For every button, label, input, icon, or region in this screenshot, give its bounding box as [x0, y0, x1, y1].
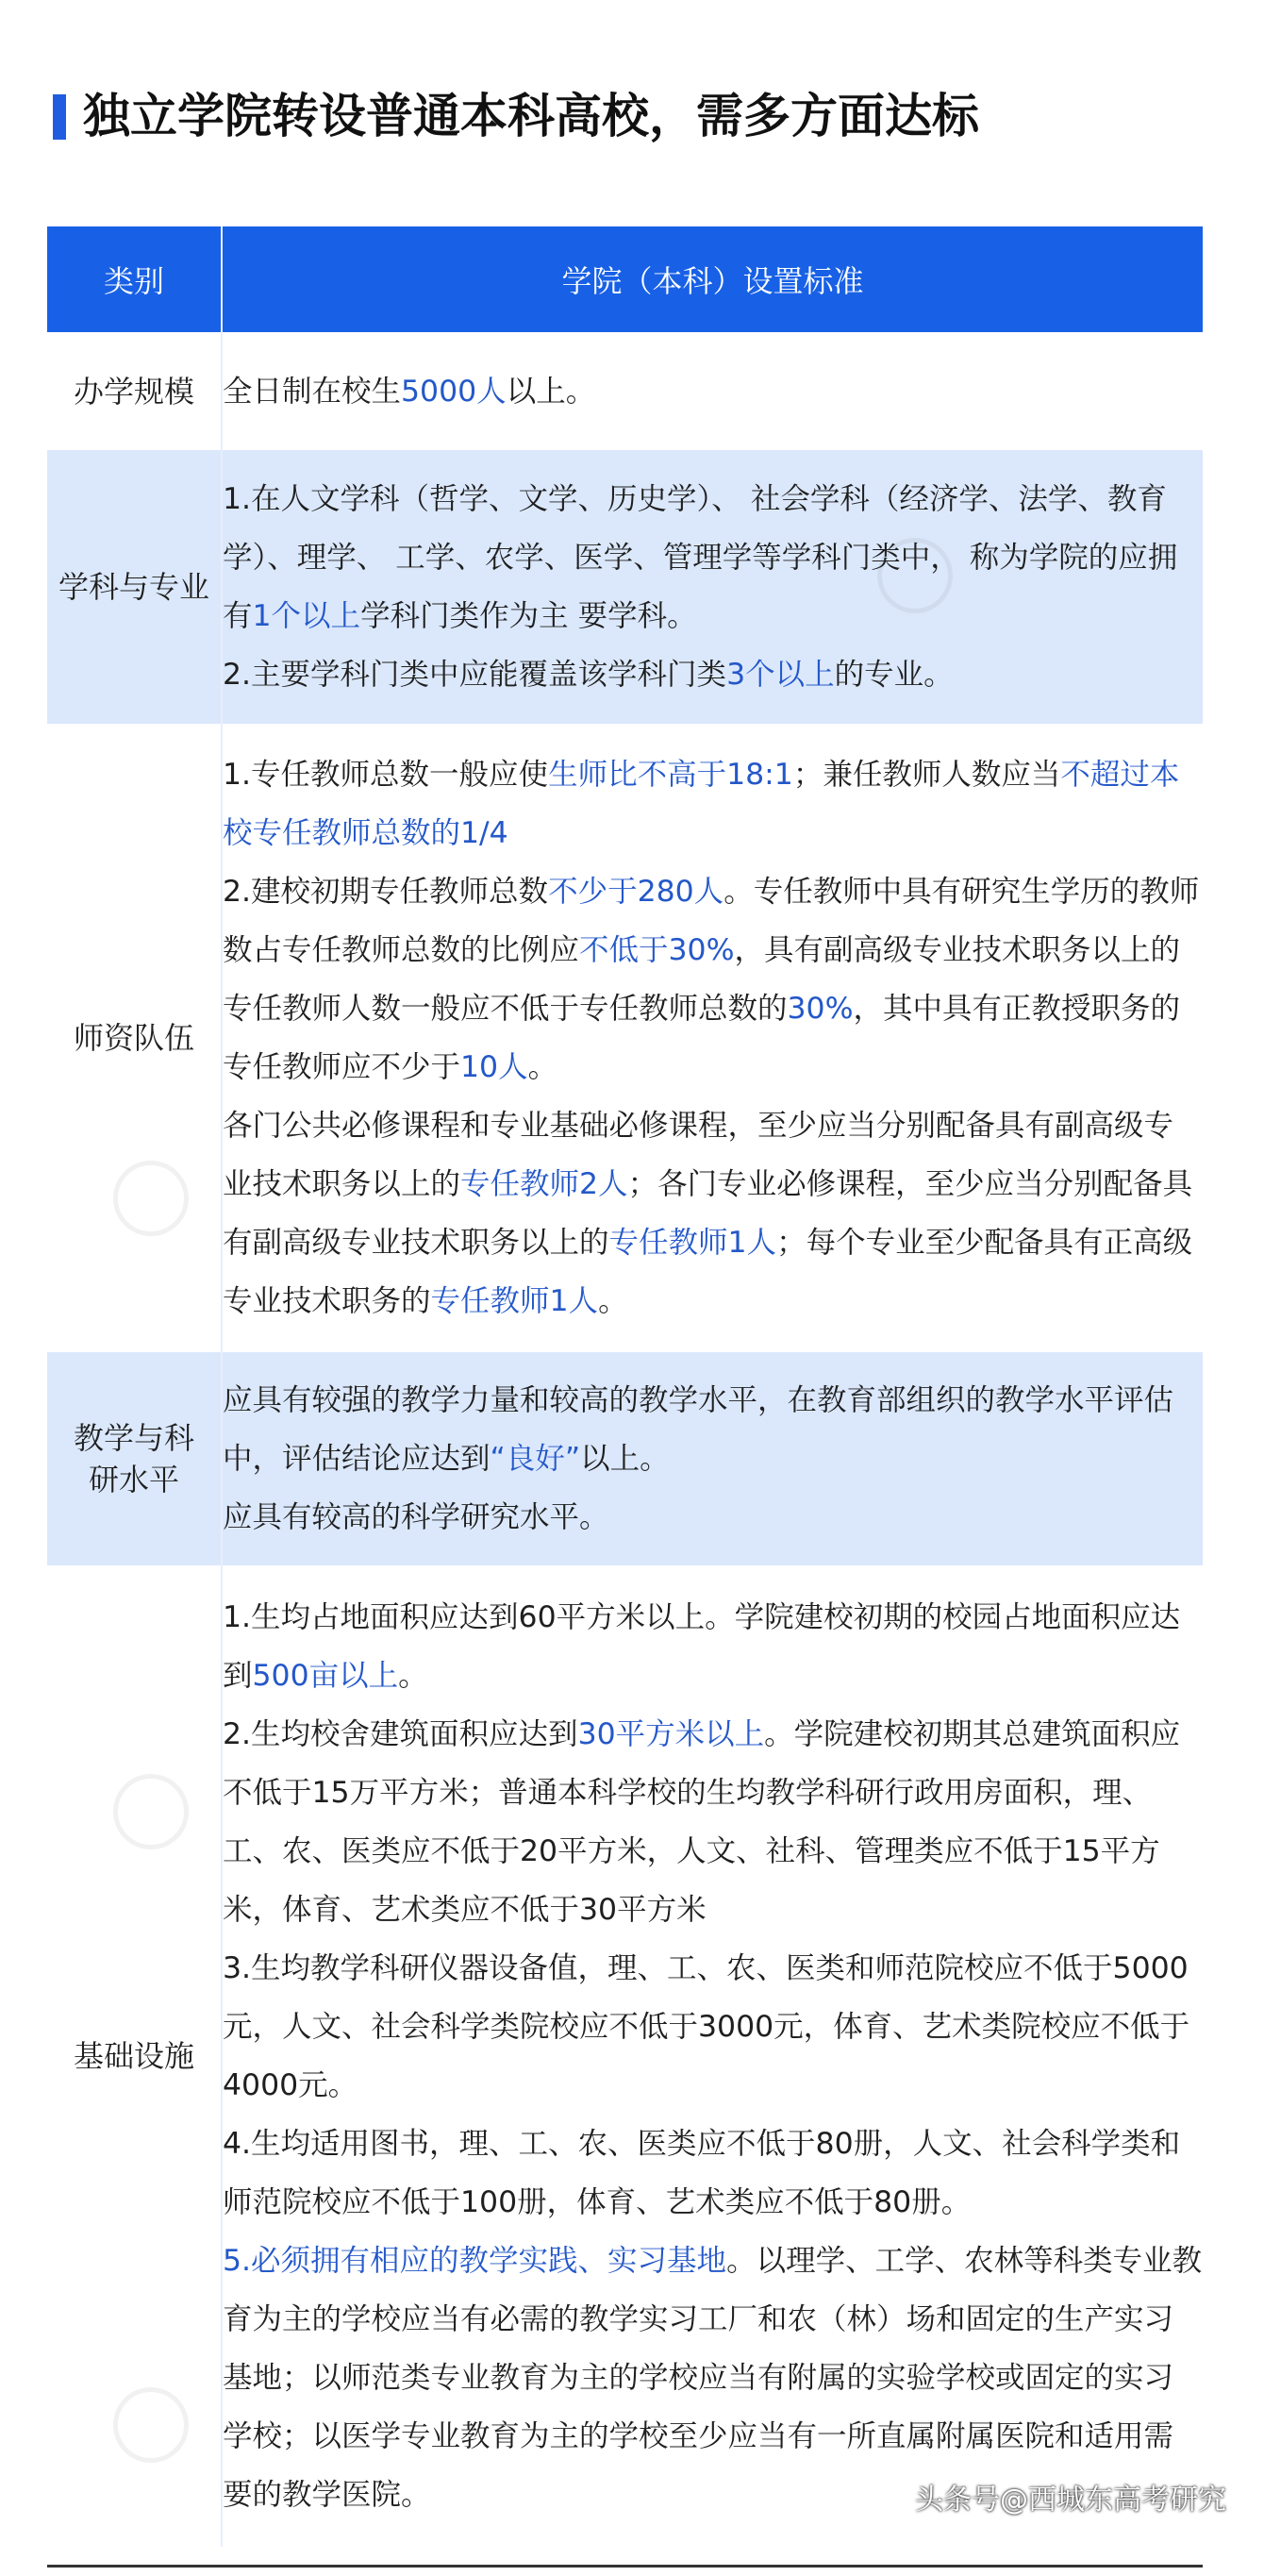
highlight-text: 5000人 — [401, 374, 507, 409]
standard-text: 3.生均教学科研仪器设备值，理、工、农、医类和师范院校应不低于5000元，人文、社会科学类院校应不低于3000元，体育、艺术类院校应不低于4000元。 — [223, 1951, 1190, 2102]
standard-text: 。 — [398, 1659, 428, 1693]
standard-text: ；兼任教师人数应当 — [792, 758, 1061, 792]
row-content — [222, 332, 1203, 450]
standard-paragraph — [223, 862, 1203, 1096]
row-category: 教学与科研水平 — [47, 1352, 222, 1565]
standard-paragraph — [223, 1096, 1203, 1330]
highlight-text: 生师比不高于18:1 — [548, 758, 793, 792]
highlight-text: 30% — [787, 992, 854, 1026]
table-row — [47, 1565, 1203, 2547]
highlight-text: “良好” — [490, 1442, 581, 1476]
standard-text: 以上。 — [506, 374, 596, 409]
watermark-logo-icon — [113, 2387, 189, 2463]
standard-text: 的专业。 — [834, 658, 954, 692]
standard-text: 1.生均占地面积应达到60平方米以上。学院建校初期的校园占地面积应达到 — [223, 1600, 1181, 1693]
standard-paragraph — [223, 1939, 1203, 2115]
highlight-text: 1个以上 — [252, 599, 361, 633]
standard-text: 。专任教师中具有研究生学历的教师数占专任教师总数的比例应 — [223, 875, 1200, 967]
standard-text: 。 — [598, 1284, 628, 1318]
page-title: 独立学院转设普通本科高校，需多方面达标 — [83, 89, 979, 143]
highlight-text: 500亩以上 — [252, 1659, 399, 1693]
standard-paragraph — [223, 362, 1203, 421]
table-row — [47, 1352, 1203, 1565]
watermark-logo-icon — [877, 538, 953, 613]
table-row — [47, 450, 1203, 724]
standard-paragraph — [223, 1488, 1203, 1547]
standard-paragraph — [223, 645, 1203, 704]
row-category: 师资队伍 — [47, 724, 222, 1352]
watermark-logo-icon — [113, 1161, 189, 1236]
highlight-text: 专任教师1人 — [430, 1284, 599, 1318]
table-row — [47, 724, 1203, 1352]
standard-text: 以上。 — [580, 1442, 670, 1476]
standard-text: 2.建校初期专任教师总数 — [223, 875, 549, 909]
highlight-text: 10人 — [460, 1050, 528, 1084]
highlight-text: 3个以上 — [726, 658, 835, 692]
header-standard: 学院（本科）设置标准 — [222, 226, 1203, 332]
source-watermark: 头条号@西城东高考研究 — [915, 2484, 1226, 2517]
standard-text: 1.在人文学科（哲学、文学、历史学）、 社会学科（经济学、法学、教育学）、理学、 工学、农学、医学、管理学等学科门类中， 称为学院的应拥有 — [223, 482, 1178, 633]
standard-paragraph — [223, 2232, 1203, 2524]
highlight-text: 不少于280人 — [548, 875, 724, 909]
standard-paragraph — [223, 2115, 1203, 2232]
row-content — [222, 1565, 1203, 2547]
standard-paragraph — [223, 1588, 1203, 1705]
standard-text: 。以理学、工学、农林等科类专业教育为主的学校应当有必需的教学实习工厂和农（林）场和固定的生产实习基地；以师范类专业教育为主的学校应当有附属的实验学校或固定的实习学校；以医学专业教育为主的学校至少应当有一所直属附属医院和适用需要的教学医院。 — [223, 2244, 1203, 2512]
highlight-text: 专任教师2人 — [460, 1167, 628, 1201]
standard-text: 全日制在校生 — [223, 374, 402, 409]
watermark-logo-icon — [113, 1774, 189, 1849]
highlight-text: 不低于30% — [579, 933, 735, 967]
header-category: 类别 — [47, 226, 222, 332]
standard-paragraph — [223, 470, 1203, 645]
highlight-text: 不超过本校专任教师总数的1/4 — [223, 758, 1180, 850]
standard-paragraph — [223, 1371, 1203, 1488]
standard-text: 。 — [527, 1050, 558, 1084]
standard-text: ，具有副高级专业技术职务以上的专任教师人数一般应不低于专任教师总数的 — [223, 933, 1181, 1026]
standard-text: 2.主要学科门类中应能覆盖该学科门类 — [223, 658, 727, 692]
bottom-divider — [47, 2565, 1203, 2568]
standard-text: ，其中具有正教授职务的专任教师应不少于 — [223, 992, 1181, 1084]
standard-paragraph — [223, 745, 1203, 862]
row-content — [222, 450, 1203, 724]
highlight-text: 30平方米以上 — [577, 1717, 765, 1751]
standard-text: 学科门类作为主 要学科。 — [360, 599, 697, 633]
standard-text: 应具有较强的教学力量和较高的教学水平，在教育部组织的教学水平评估中，评估结论应达到 — [223, 1383, 1174, 1476]
highlight-text: 专任教师1人 — [608, 1226, 777, 1260]
standards-table — [47, 226, 1203, 2547]
standard-text: 应具有较高的科学研究水平。 — [223, 1500, 609, 1534]
standard-text: ；每个专业至少配备具有正高级专业技术职务的 — [223, 1226, 1193, 1318]
standard-text: 1.专任教师总数一般应使 — [223, 758, 549, 792]
standard-text: 2.生均校舍建筑面积应达到 — [223, 1717, 578, 1751]
standard-text: 各门公共必修课程和专业基础必修课程，至少应当分别配备具有副高级专业技术职务以上的 — [223, 1109, 1174, 1201]
table-header-row — [47, 226, 1203, 332]
row-category: 学科与专业 — [47, 450, 222, 724]
highlight-text: 5.必须拥有相应的教学实践、实习基地 — [223, 2244, 727, 2278]
standard-text: 。学院建校初期其总建筑面积应不低于15万平方米；普通本科学校的生均教学科研行政用房面积，理、工、农、医类应不低于20平方米，人文、社科、管理类应不低于15平方米，体育、艺术类应不低于30平方米 — [223, 1717, 1181, 1927]
row-category: 基础设施 — [47, 1565, 222, 2547]
row-content — [222, 724, 1203, 1352]
standard-paragraph — [223, 1705, 1203, 1939]
standard-text: 4.生均适用图书，理、工、农、医类应不低于80册，人文、社会科学类和师范院校应不低于100册，体育、艺术类应不低于80册。 — [223, 2127, 1181, 2219]
table-row — [47, 332, 1203, 450]
title-accent-bar — [53, 94, 66, 140]
row-category: 办学规模 — [47, 332, 222, 450]
standard-text: ；各门专业必修课程，至少应当分别配备具有副高级专业技术职务以上的 — [223, 1167, 1193, 1260]
row-content — [222, 1352, 1203, 1565]
